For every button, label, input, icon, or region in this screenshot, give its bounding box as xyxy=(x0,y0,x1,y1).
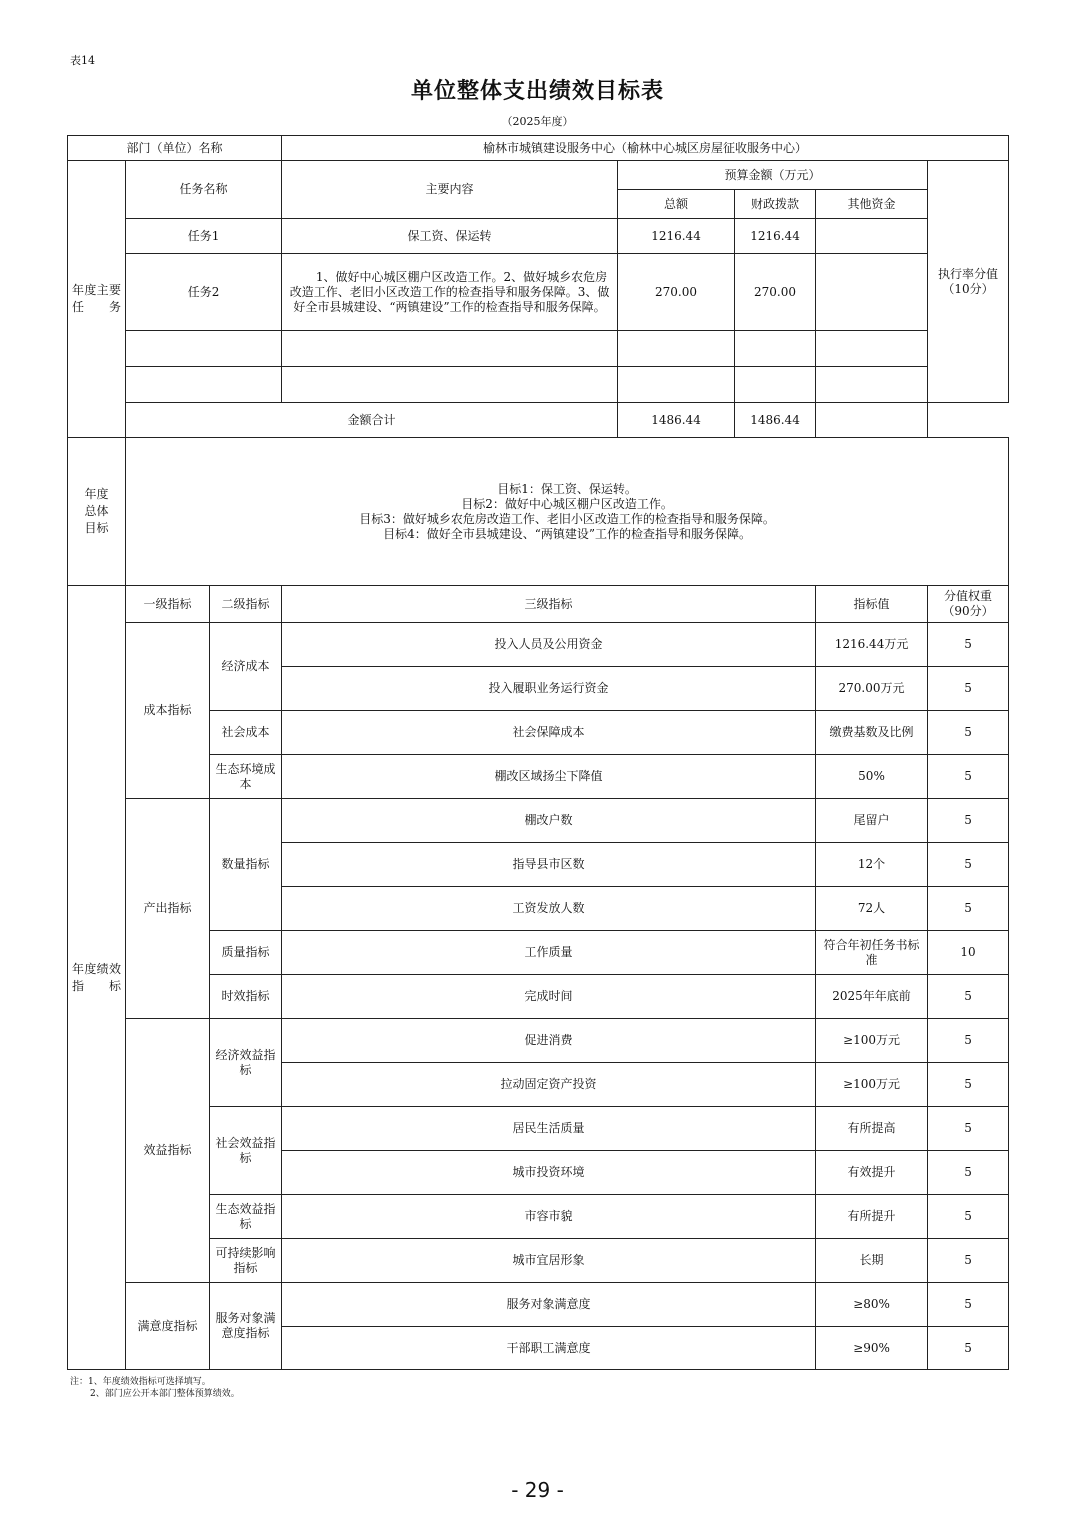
indicator-weight: 5 xyxy=(928,623,1009,667)
empty-cell xyxy=(126,367,282,403)
indicator-weight: 5 xyxy=(928,887,1009,931)
indicator-name: 服务对象满意度 xyxy=(282,1283,816,1327)
indicator-name: 城市投资环境 xyxy=(282,1151,816,1195)
footnote: 注：1、年度绩效指标可选择填写。 xyxy=(70,1377,211,1387)
content-header: 主要内容 xyxy=(282,161,618,219)
weight-header: 分值权重（90分） xyxy=(928,586,1009,623)
page-title: 单位整体支出绩效目标表 xyxy=(410,79,664,104)
empty-cell xyxy=(618,331,735,367)
budget-header: 预算金额（万元） xyxy=(618,161,928,190)
indicator-value: 1216.44万元 xyxy=(816,623,928,667)
level2-header: 二级指标 xyxy=(210,586,282,623)
indicator-name: 社会保障成本 xyxy=(282,711,816,755)
indicator-value: 50% xyxy=(816,755,928,799)
fiscal-year: （2025年度） xyxy=(501,115,574,128)
indicator-value: 尾留户 xyxy=(816,799,928,843)
level2-service: 服务对象满意度指标 xyxy=(210,1283,282,1370)
exec-rate-score: 执行率分值（10分） xyxy=(928,161,1009,403)
indicator-weight: 5 xyxy=(928,667,1009,711)
indicator-weight: 5 xyxy=(928,1195,1009,1239)
empty-cell xyxy=(735,367,816,403)
task-total-label: 金额合计 xyxy=(126,403,618,438)
indicator-value: ≥90% xyxy=(816,1327,928,1370)
indicator-weight: 5 xyxy=(928,799,1009,843)
indicator-weight: 5 xyxy=(928,1063,1009,1107)
level2-time: 时效指标 xyxy=(210,975,282,1019)
empty-cell xyxy=(816,331,928,367)
other-header: 其他资金 xyxy=(816,190,928,219)
goal-item: 目标2：做好中心城区棚户区改造工作。 xyxy=(461,496,673,511)
level1-satisfaction: 满意度指标 xyxy=(126,1283,210,1370)
indicator-name: 完成时间 xyxy=(282,975,816,1019)
indicator-value: 符合年初任务书标准 xyxy=(816,931,928,975)
level2-social-cost: 社会成本 xyxy=(210,711,282,755)
empty-cell xyxy=(282,367,618,403)
task-other xyxy=(816,219,928,254)
empty-cell xyxy=(126,331,282,367)
indicator-name: 棚改户数 xyxy=(282,799,816,843)
task-total: 1216.44 xyxy=(618,219,735,254)
grand-other xyxy=(816,403,928,438)
indicator-value: ≥100万元 xyxy=(816,1019,928,1063)
goal-item: 目标4：做好全市县城建设、“两镇建设”工作的检查指导和服务保障。 xyxy=(383,526,751,541)
level1-output: 产出指标 xyxy=(126,799,210,1019)
indicator-value: 有所提高 xyxy=(816,1107,928,1151)
indicator-name: 拉动固定资产投资 xyxy=(282,1063,816,1107)
empty-cell xyxy=(816,367,928,403)
level2-quality: 质量指标 xyxy=(210,931,282,975)
empty-cell xyxy=(618,367,735,403)
task-content: 保工资、保运转 xyxy=(282,219,618,254)
indicator-name: 投入人员及公用资金 xyxy=(282,623,816,667)
indicator-weight: 5 xyxy=(928,711,1009,755)
level2-eco-benefit: 生态效益指标 xyxy=(210,1195,282,1239)
grand-fiscal: 1486.44 xyxy=(735,403,816,438)
dept-name: 榆林市城镇建设服务中心（榆林中心城区房屋征收服务中心） xyxy=(282,136,1009,161)
indicator-name: 指导县市区数 xyxy=(282,843,816,887)
indicator-name: 投入履职业务运行资金 xyxy=(282,667,816,711)
indicator-value: ≥100万元 xyxy=(816,1063,928,1107)
level1-benefit: 效益指标 xyxy=(126,1019,210,1283)
indicator-value: 72人 xyxy=(816,887,928,931)
indicator-value: 270.00万元 xyxy=(816,667,928,711)
task-name: 任务1 xyxy=(126,219,282,254)
goal-item: 目标1：保工资、保运转。 xyxy=(497,481,637,496)
goals-label: 年度总体目标 xyxy=(68,438,126,586)
performance-table xyxy=(67,135,1008,1370)
level2-quantity: 数量指标 xyxy=(210,799,282,931)
empty-cell xyxy=(735,331,816,367)
indicators-label: 年度绩效指标 xyxy=(68,586,126,1370)
page-number: - 29 - xyxy=(511,1478,564,1502)
value-header: 指标值 xyxy=(816,586,928,623)
indicator-name: 工资发放人数 xyxy=(282,887,816,931)
indicator-weight: 5 xyxy=(928,1019,1009,1063)
indicator-name: 城市宜居形象 xyxy=(282,1239,816,1283)
indicator-name: 工作质量 xyxy=(282,931,816,975)
indicator-name: 促进消费 xyxy=(282,1019,816,1063)
level2-social-benefit: 社会效益指标 xyxy=(210,1107,282,1195)
indicator-name: 居民生活质量 xyxy=(282,1107,816,1151)
indicator-weight: 5 xyxy=(928,1283,1009,1327)
indicator-weight: 10 xyxy=(928,931,1009,975)
task-total: 270.00 xyxy=(618,254,735,331)
table-number: 表14 xyxy=(70,54,95,67)
level1-cost: 成本指标 xyxy=(126,623,210,799)
level3-header: 三级指标 xyxy=(282,586,816,623)
level2-eco-cost: 生态环境成本 xyxy=(210,755,282,799)
task-fiscal: 1216.44 xyxy=(735,219,816,254)
footnotes xyxy=(70,1376,240,1400)
indicator-weight: 5 xyxy=(928,1327,1009,1370)
goals-list xyxy=(126,438,1009,586)
indicator-weight: 5 xyxy=(928,975,1009,1019)
indicator-value: 有效提升 xyxy=(816,1151,928,1195)
indicator-value: 12个 xyxy=(816,843,928,887)
indicator-value: 长期 xyxy=(816,1239,928,1283)
level1-header: 一级指标 xyxy=(126,586,210,623)
indicator-weight: 5 xyxy=(928,1239,1009,1283)
indicator-name: 干部职工满意度 xyxy=(282,1327,816,1370)
indicator-value: ≥80% xyxy=(816,1283,928,1327)
task-other xyxy=(816,254,928,331)
indicator-weight: 5 xyxy=(928,1107,1009,1151)
footnote: 2、部门应公开本部门整体预算绩效。 xyxy=(90,1389,240,1399)
indicator-value: 2025年年底前 xyxy=(816,975,928,1019)
total-header: 总额 xyxy=(618,190,735,219)
indicator-value: 有所提升 xyxy=(816,1195,928,1239)
goal-item: 目标3：做好城乡农危房改造工作、老旧小区改造工作的检查指导和服务保障。 xyxy=(359,511,775,526)
indicator-name: 棚改区域扬尘下降值 xyxy=(282,755,816,799)
empty-cell xyxy=(282,331,618,367)
task-name: 任务2 xyxy=(126,254,282,331)
level2-econ-cost: 经济成本 xyxy=(210,623,282,711)
indicator-value: 缴费基数及比例 xyxy=(816,711,928,755)
indicator-weight: 5 xyxy=(928,1151,1009,1195)
indicator-name: 市容市貌 xyxy=(282,1195,816,1239)
dept-label: 部门（单位）名称 xyxy=(68,136,282,161)
tasks-section-label: 年度主要任务 xyxy=(68,161,126,438)
fiscal-header: 财政拨款 xyxy=(735,190,816,219)
grand-total: 1486.44 xyxy=(618,403,735,438)
task-content: 1、做好中心城区棚户区改造工作。2、做好城乡农危房改造工作、老旧小区改造工作的检查指导和服务保障。3、做好全市县城建设、“两镇建设”工作的检查指导和服务保障。 xyxy=(282,254,618,331)
indicator-weight: 5 xyxy=(928,843,1009,887)
task-name-header: 任务名称 xyxy=(126,161,282,219)
level2-econ-benefit: 经济效益指标 xyxy=(210,1019,282,1107)
task-fiscal: 270.00 xyxy=(735,254,816,331)
level2-sustain: 可持续影响指标 xyxy=(210,1239,282,1283)
indicator-weight: 5 xyxy=(928,755,1009,799)
